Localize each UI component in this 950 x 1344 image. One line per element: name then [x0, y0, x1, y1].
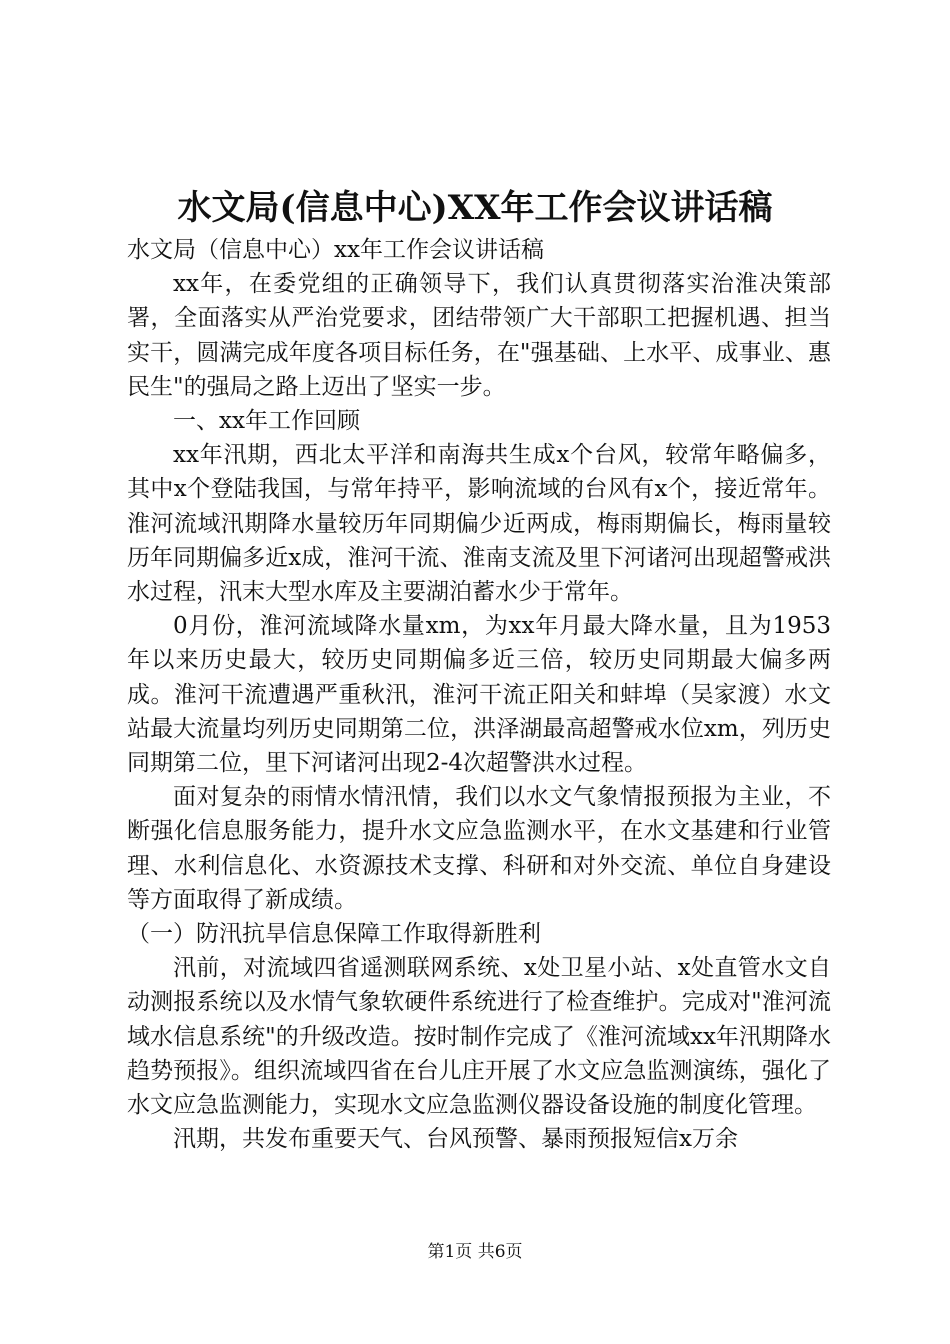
page-title: 水文局(信息中心)XX年工作会议讲话稿 [177, 188, 773, 228]
document-body [127, 233, 831, 1156]
paragraph: 汛前，对流域四省遥测联网系统、x处卫星小站、x处直管水文自动测报系统以及水情气象软硬件系统进行了检查维护。完成对"淮河流域水信息系统"的升级改造。按时制作完成了《淮河流域xx年汛期降水趋势预报》。组织流域四省在台儿庄开展了水文应急监测演练，强化了水文应急监测能力，实现水文应急监测仪器设备设施的制度化管理。 [127, 955, 831, 1119]
section-heading: 一、xx年工作回顾 [173, 408, 360, 435]
paragraph: xx年汛期，西北太平洋和南海共生成x个台风，较常年略偏多，其中x个登陆我国，与常年持平，影响流域的台风有x个，接近常年。淮河流域汛期降水量较历年同期偏少近两成，梅雨期偏长，梅雨量较历年同期偏多近x成，淮河干流、淮南支流及里下河诸河出现超警戒洪水过程，汛末大型水库及主要湖泊蓄水少于常年。 [127, 442, 831, 606]
paragraph: 面对复杂的雨情水情汛情，我们以水文气象情报预报为主业，不断强化信息服务能力，提升水文应急监测水平，在水文基建和行业管理、水利信息化、水资源技术支撑、科研和对外交流、单位自身建设等方面取得了新成绩。 [127, 784, 831, 913]
subsection-heading: （一）防汛抗旱信息保障工作取得新胜利 [127, 921, 541, 948]
document-subtitle: 水文局（信息中心）xx年工作会议讲话稿 [127, 237, 544, 263]
paragraph: 汛期，共发布重要天气、台风预警、暴雨预报短信x万余 [173, 1126, 738, 1153]
paragraph-intro: xx年，在委党组的正确领导下，我们认真贯彻落实治淮决策部署，全面落实从严治党要求，团结带领广大干部职工把握机遇、担当实干，圆满完成年度各项目标任务，在"强基础、上水平、成事业、惠民生"的强局之路上迈出了坚实一步。 [127, 271, 831, 400]
page-footer: 第1页 共6页 [427, 1242, 523, 1262]
paragraph: 0月份，淮河流域降水量xm，为xx年月最大降水量，且为1953年以来历史最大，较历史同期偏多近三倍，较历史同期最大偏多两成。淮河干流遭遇严重秋汛，淮河干流正阳关和蚌埠（吴家渡）水文站最大流量均列历史同期第二位，洪泽湖最高超警戒水位xm，列历史同期第二位，里下河诸河出现2-4次超警洪水过程。 [127, 613, 831, 777]
